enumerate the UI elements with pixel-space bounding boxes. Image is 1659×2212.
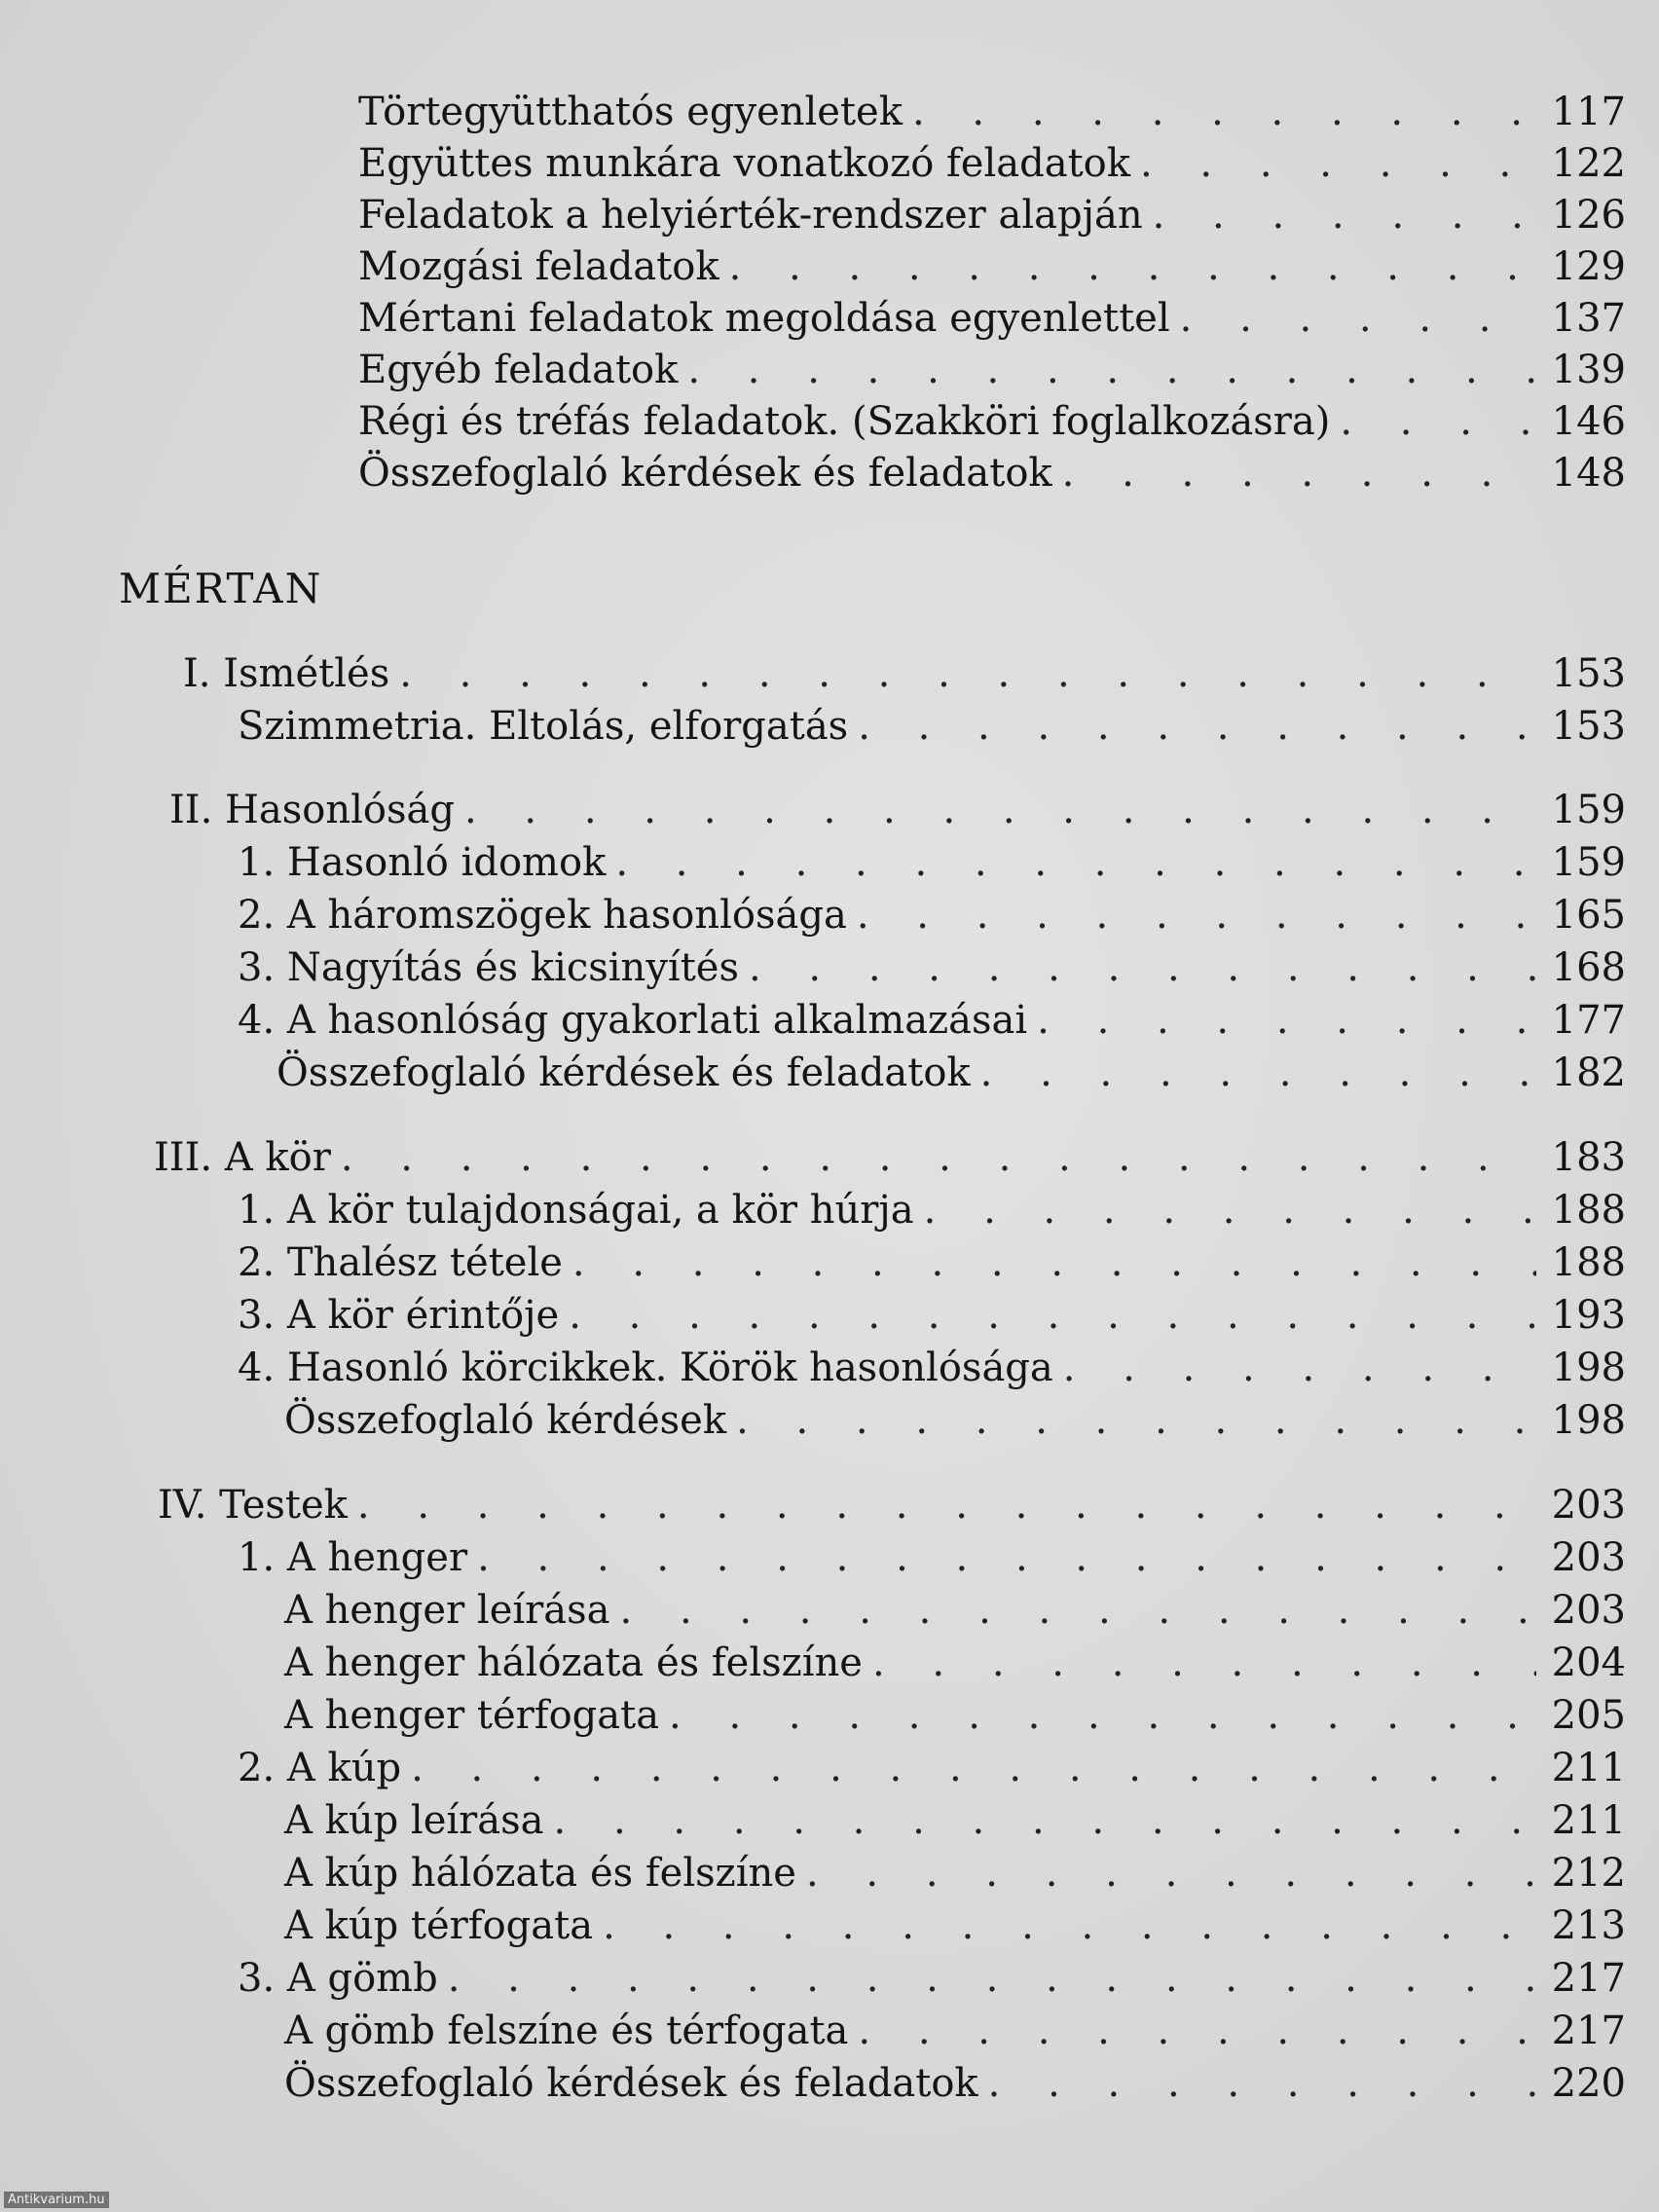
- toc-entry: [284, 2057, 1626, 2110]
- toc-entry: [238, 1184, 1626, 1236]
- toc-entry-title: IV. Testek: [158, 1483, 348, 1528]
- toc-entry: [238, 941, 1626, 994]
- toc-entry-title: Összefoglaló kérdések és feladatok: [358, 451, 1052, 496]
- watermark: Antikvarium.hu: [4, 2192, 109, 2208]
- toc-entry-page: 217: [1551, 1956, 1626, 2001]
- dot-leader: [569, 1289, 1535, 1342]
- dot-leader: [669, 1689, 1536, 1742]
- toc-entry: [358, 189, 1626, 241]
- toc-entry-title: Mozgási feladatok: [358, 244, 719, 289]
- toc-entry: [358, 137, 1626, 190]
- toc-entry: [238, 1531, 1626, 1584]
- toc-entry-title: 3. A kör érintője: [238, 1293, 560, 1338]
- toc-entry-title: Összefoglaló kérdések és feladatok: [276, 1051, 971, 1095]
- toc-entry: [284, 1847, 1626, 1899]
- toc-entry: [238, 1742, 1626, 1794]
- toc-entry-title: Régi és tréfás feladatok. (Szakköri foglalkozásra): [358, 399, 1331, 444]
- dot-leader: [603, 1899, 1536, 1952]
- dot-leader: [357, 1479, 1536, 1531]
- toc-entry-page: 168: [1551, 945, 1626, 990]
- dot-leader: [749, 941, 1536, 994]
- dot-leader: [1037, 994, 1536, 1047]
- dot-leader: [729, 240, 1536, 293]
- dot-leader: [411, 1742, 1536, 1794]
- dot-leader: [464, 784, 1536, 836]
- toc-entry: [358, 86, 1626, 138]
- toc-entry-page: 220: [1551, 2061, 1626, 2106]
- dot-leader: [554, 1794, 1536, 1847]
- toc-chapter: [154, 1131, 1626, 1184]
- toc-entry: [238, 700, 1626, 753]
- toc-entry-title: Összefoglaló kérdések: [284, 1398, 727, 1443]
- toc-entry-page: 203: [1551, 1483, 1626, 1528]
- toc-entry-title: 4. Hasonló körcikkek. Körök hasonlósága: [238, 1346, 1053, 1390]
- toc-entry: [358, 447, 1626, 499]
- toc-entry: [284, 1637, 1626, 1689]
- toc-entry-page: 139: [1551, 348, 1626, 392]
- toc-entry-page: 137: [1551, 296, 1626, 341]
- toc-entry-page: 211: [1551, 1746, 1626, 1790]
- toc-entry-title: 1. A kör tulajdonságai, a kör húrja: [238, 1188, 914, 1233]
- dot-leader: [341, 1131, 1536, 1184]
- toc-entry: [358, 395, 1626, 448]
- toc-entry-title: Együttes munkára vonatkozó feladatok: [358, 141, 1130, 186]
- toc-entry: [284, 1394, 1626, 1447]
- toc-entry: [238, 889, 1626, 941]
- dot-leader: [924, 1184, 1536, 1236]
- toc-entry: [238, 1289, 1626, 1342]
- toc-entry-page: 165: [1551, 893, 1626, 938]
- toc-entry-page: 182: [1551, 1051, 1626, 1095]
- toc-entry-page: 153: [1551, 704, 1626, 749]
- toc-entry-title: Törtegyütthatós egyenletek: [358, 90, 903, 134]
- toc-entry-title: 1. Hasonló idomok: [238, 840, 607, 885]
- toc-entry-page: 159: [1551, 788, 1626, 832]
- toc-entry-page: 117: [1551, 90, 1626, 134]
- dot-leader: [872, 1637, 1536, 1689]
- toc-entry-title: Mértani feladatok megoldása egyenlettel: [358, 296, 1170, 341]
- toc-entry-page: 204: [1551, 1641, 1626, 1685]
- dot-leader: [806, 1847, 1536, 1899]
- toc-entry-title: 2. A kúp: [238, 1746, 402, 1790]
- dot-leader: [1340, 395, 1535, 448]
- toc-entry-page: 159: [1551, 840, 1626, 885]
- toc-entry-page: 183: [1551, 1135, 1626, 1180]
- dot-leader: [736, 1394, 1536, 1447]
- toc-entry-title: Egyéb feladatok: [358, 348, 679, 392]
- toc-entry-page: 205: [1551, 1693, 1626, 1738]
- dot-leader: [448, 1952, 1536, 2005]
- toc-entry: [284, 1899, 1626, 1952]
- dot-leader: [615, 836, 1535, 889]
- toc-entry-title: Feladatok a helyiérték-rendszer alapján: [358, 193, 1143, 238]
- toc-entry-title: A kúp leírása: [284, 1798, 544, 1843]
- dot-leader: [858, 700, 1535, 753]
- toc-entry-title: A henger leírása: [284, 1588, 610, 1633]
- section-heading: MÉRTAN: [119, 565, 323, 612]
- toc-entry-page: 177: [1551, 998, 1626, 1043]
- toc-entry: [238, 836, 1626, 889]
- toc-entry-page: 203: [1551, 1535, 1626, 1580]
- toc-entry-title: 2. Thalész tétele: [238, 1240, 563, 1285]
- toc-entry: [238, 1342, 1626, 1394]
- toc-entry-page: 211: [1551, 1798, 1626, 1843]
- toc-entry-title: 3. Nagyítás és kicsinyítés: [238, 945, 739, 990]
- toc-entry-page: 198: [1551, 1398, 1626, 1443]
- toc-entry: [284, 1794, 1626, 1847]
- toc-entry-page: 129: [1551, 244, 1626, 289]
- toc-entry-page: 203: [1551, 1588, 1626, 1633]
- toc-entry-page: 212: [1551, 1851, 1626, 1896]
- toc-entry-page: 188: [1551, 1240, 1626, 1285]
- toc-entry-page: 217: [1551, 2009, 1626, 2053]
- toc-entry: [238, 1236, 1626, 1289]
- toc-entry-page: 213: [1551, 1903, 1626, 1948]
- toc-entry-page: 148: [1551, 451, 1626, 496]
- toc-entry-page: 188: [1551, 1188, 1626, 1233]
- toc-entry-title: A henger térfogata: [284, 1693, 660, 1738]
- toc-entry-title: III. A kör: [154, 1135, 331, 1180]
- toc-entry: [358, 344, 1626, 396]
- dot-leader: [572, 1236, 1536, 1289]
- toc-entry-title: Szimmetria. Eltolás, elforgatás: [238, 704, 849, 749]
- dot-leader: [1063, 1342, 1536, 1394]
- toc-entry: [358, 292, 1626, 345]
- toc-entry-page: 146: [1551, 399, 1626, 444]
- dot-leader: [1140, 137, 1536, 190]
- toc-entry: [238, 1952, 1626, 2005]
- toc-entry-title: Összefoglaló kérdések és feladatok: [284, 2061, 978, 2106]
- toc-entry-title: A henger hálózata és felszíne: [284, 1641, 863, 1685]
- dot-leader: [477, 1531, 1536, 1584]
- dot-leader: [620, 1584, 1536, 1637]
- toc-entry-title: II. Hasonlóság: [169, 788, 455, 832]
- toc-chapter: [169, 784, 1626, 836]
- toc-entry-page: 193: [1551, 1293, 1626, 1338]
- toc-entry-title: 3. A gömb: [238, 1956, 438, 2001]
- toc-entry-page: 198: [1551, 1346, 1626, 1390]
- toc-entry-title: I. Ismétlés: [183, 651, 390, 696]
- dot-leader: [858, 2005, 1535, 2057]
- toc-entry-page: 126: [1551, 193, 1626, 238]
- toc-entry: [358, 240, 1626, 293]
- dot-leader: [1062, 447, 1536, 499]
- toc-entry: [284, 1689, 1626, 1742]
- toc-entry: [276, 1047, 1626, 1099]
- toc-entry-page: 122: [1551, 141, 1626, 186]
- toc-entry-title: A gömb felszíne és térfogata: [284, 2009, 849, 2053]
- dot-leader: [912, 86, 1536, 138]
- toc-entry-title: A kúp hálózata és felszíne: [284, 1851, 796, 1896]
- toc-entry: [238, 994, 1626, 1047]
- toc-entry-page: 153: [1551, 651, 1626, 696]
- dot-leader: [399, 647, 1535, 700]
- dot-leader: [687, 344, 1535, 396]
- toc-entry-title: 2. A háromszögek hasonlósága: [238, 893, 847, 938]
- dot-leader: [988, 2057, 1536, 2110]
- dot-leader: [1180, 292, 1536, 345]
- toc-chapter: [158, 1479, 1626, 1531]
- toc-entry-title: A kúp térfogata: [284, 1903, 594, 1948]
- toc-entry-title: 4. A hasonlóság gyakorlati alkalmazásai: [238, 998, 1028, 1043]
- toc-entry-title: 1. A henger: [238, 1535, 468, 1580]
- toc-entry: [284, 2005, 1626, 2057]
- toc-entry: [284, 1584, 1626, 1637]
- dot-leader: [980, 1047, 1536, 1099]
- toc-chapter: [183, 647, 1626, 700]
- dot-leader: [1153, 189, 1536, 241]
- dot-leader: [857, 889, 1536, 941]
